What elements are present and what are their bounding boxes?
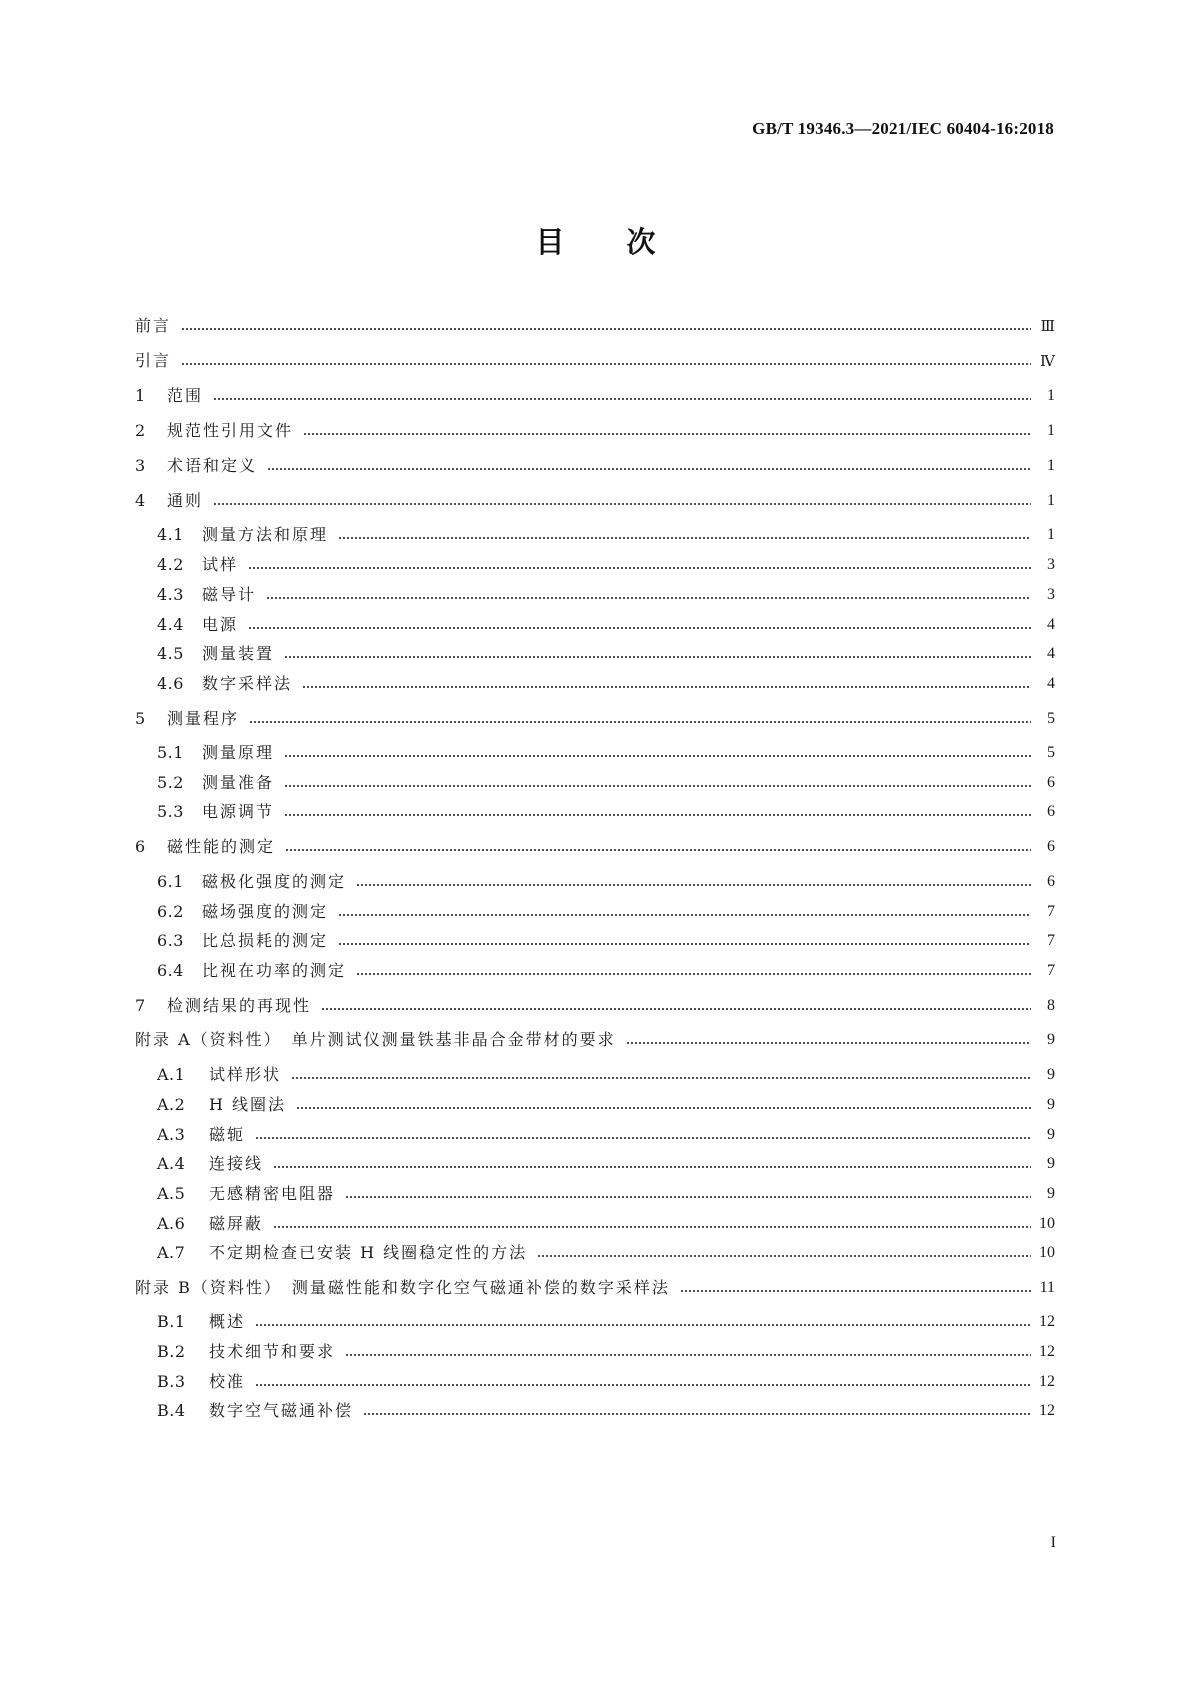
toc-entry[interactable] xyxy=(157,1179,1055,1205)
toc-entry[interactable] xyxy=(157,1090,1055,1116)
toc-entry-number: A.2 xyxy=(157,1095,186,1114)
toc-entry-page: 6 xyxy=(1047,873,1055,890)
dot-leader xyxy=(291,1075,1031,1081)
toc-entry[interactable] xyxy=(157,520,1055,546)
dot-leader xyxy=(321,1006,1031,1012)
toc-entry-page: 5 xyxy=(1047,744,1055,761)
toc-entry-label: 电源 xyxy=(202,615,239,634)
toc-entry-number: 6.2 xyxy=(157,902,184,921)
toc-entry-number: 4.2 xyxy=(157,555,184,574)
toc-entry[interactable] xyxy=(157,768,1055,794)
toc-entry[interactable] xyxy=(157,897,1055,923)
toc-entry-label: 测量程序 xyxy=(167,709,240,728)
toc-entry-number: 5 xyxy=(135,709,146,728)
toc-entry[interactable] xyxy=(157,926,1055,952)
toc-entry-number: 7 xyxy=(135,996,146,1015)
toc-entry-label: 附录 B（资料性） 测量磁性能和数字化空气磁通补偿的数字采样法 xyxy=(135,1278,670,1297)
dot-leader xyxy=(248,625,1031,631)
dot-leader xyxy=(267,466,1031,472)
toc-entry[interactable] xyxy=(157,669,1055,695)
toc-entry-page: 9 xyxy=(1047,1096,1055,1113)
dot-leader xyxy=(255,1322,1031,1328)
dot-leader xyxy=(302,684,1031,690)
toc-entry[interactable] xyxy=(135,1025,1055,1051)
toc-entry[interactable] xyxy=(135,451,1055,477)
toc-entry-label: 测量准备 xyxy=(202,773,275,792)
dot-leader xyxy=(181,326,1031,332)
toc-entry-number: 4.5 xyxy=(157,644,184,663)
toc-entry[interactable] xyxy=(135,704,1055,730)
toc-entry-label: 附录 A（资料性） 单片测试仪测量铁基非晶合金带材的要求 xyxy=(135,1030,616,1049)
toc-entry-page: 12 xyxy=(1039,1343,1055,1360)
toc-entry[interactable] xyxy=(157,1238,1055,1264)
toc-entry-page: 6 xyxy=(1047,774,1055,791)
dot-leader xyxy=(680,1288,1031,1294)
toc-entry-label: 比总损耗的测定 xyxy=(202,931,329,950)
dot-leader xyxy=(296,1105,1031,1111)
dot-leader xyxy=(356,971,1031,977)
toc-entry-page: 1 xyxy=(1047,422,1055,439)
toc-entry-page: 1 xyxy=(1047,526,1055,543)
toc-entry-page: 9 xyxy=(1047,1066,1055,1083)
toc-entry-number: 6.1 xyxy=(157,872,184,891)
toc-entry-label: 引言 xyxy=(135,351,172,370)
toc-entry[interactable] xyxy=(157,610,1055,636)
toc-entry-page: 4 xyxy=(1047,675,1055,692)
toc-entry[interactable] xyxy=(157,580,1055,606)
toc-entry-number: 2 xyxy=(135,421,146,440)
toc-entry-page: 6 xyxy=(1047,838,1055,855)
toc-entry-label: 比视在功率的测定 xyxy=(202,961,347,980)
toc-entry-page: 4 xyxy=(1047,645,1055,662)
toc-entry-page: 10 xyxy=(1039,1215,1055,1232)
toc-entry-page: 3 xyxy=(1047,586,1055,603)
toc-entry[interactable] xyxy=(157,1060,1055,1086)
dot-leader xyxy=(284,812,1031,818)
toc-entry[interactable] xyxy=(157,550,1055,576)
toc-entry-number: A.4 xyxy=(157,1154,186,1173)
toc-entry-label: 测量装置 xyxy=(202,644,275,663)
toc-entry-page: 1 xyxy=(1047,387,1055,404)
toc-entry-page: 5 xyxy=(1047,710,1055,727)
toc-entry-number: B.4 xyxy=(157,1401,186,1420)
toc-entry-number: A.5 xyxy=(157,1184,186,1203)
dot-leader xyxy=(249,719,1031,725)
toc-entry-page: 4 xyxy=(1047,616,1055,633)
toc-entry-page: 12 xyxy=(1039,1373,1055,1390)
toc-entry-page: 9 xyxy=(1047,1031,1055,1048)
toc-entry-page: 9 xyxy=(1047,1185,1055,1202)
toc-entry-number: B.3 xyxy=(157,1372,186,1391)
dot-leader xyxy=(213,501,1031,507)
dot-leader xyxy=(345,1194,1031,1200)
toc-entry-label: 不定期检查已安装 H 线圈稳定性的方法 xyxy=(209,1243,528,1262)
toc-entry-label: 通则 xyxy=(167,491,204,510)
toc-entry[interactable] xyxy=(157,867,1055,893)
toc-entry-number: 4.4 xyxy=(157,615,184,634)
dot-leader xyxy=(266,595,1031,601)
dot-leader xyxy=(255,1135,1031,1141)
dot-leader xyxy=(248,565,1031,571)
toc-entry-page: 12 xyxy=(1039,1402,1055,1419)
toc-entry-label: 磁导计 xyxy=(202,585,257,604)
toc-entry-page: 3 xyxy=(1047,556,1055,573)
toc-entry-label: 测量方法和原理 xyxy=(202,525,329,544)
toc-entry-number: A.1 xyxy=(157,1065,186,1084)
toc-entry-number: 6 xyxy=(135,837,146,856)
toc-entry[interactable] xyxy=(135,381,1055,407)
toc-entry-number: 6.4 xyxy=(157,961,184,980)
dot-leader xyxy=(213,396,1031,402)
toc-entry-number: 5.1 xyxy=(157,743,184,762)
dot-leader xyxy=(338,535,1031,541)
toc-entry-label: 无感精密电阻器 xyxy=(209,1184,336,1203)
toc-entry-number: 4 xyxy=(135,491,146,510)
dot-leader xyxy=(303,431,1031,437)
toc-entry[interactable] xyxy=(157,1396,1055,1422)
toc-entry-page: 11 xyxy=(1039,1279,1055,1296)
toc-entry[interactable] xyxy=(157,738,1055,764)
toc-entry-label: 数字采样法 xyxy=(202,674,293,693)
toc-entry-label: 范围 xyxy=(167,386,204,405)
toc-entry-page: 9 xyxy=(1047,1126,1055,1143)
toc-entry-label: 磁极化强度的测定 xyxy=(202,872,347,891)
toc-entry-page: 1 xyxy=(1047,457,1055,474)
toc-entry[interactable] xyxy=(135,346,1055,372)
dot-leader xyxy=(626,1040,1031,1046)
toc-entry-label: 磁场强度的测定 xyxy=(202,902,329,921)
toc-title-char2: 次 xyxy=(626,225,656,259)
toc-entry[interactable] xyxy=(157,1209,1055,1235)
toc-entry-label: 连接线 xyxy=(209,1154,264,1173)
toc-entry[interactable] xyxy=(157,1337,1055,1363)
dot-leader xyxy=(273,1224,1031,1230)
toc-entry-page: 7 xyxy=(1047,962,1055,979)
toc-entry-label: 磁轭 xyxy=(209,1125,246,1144)
dot-leader xyxy=(338,912,1031,918)
dot-leader xyxy=(363,1411,1031,1417)
toc-entry[interactable] xyxy=(157,1149,1055,1175)
toc-entry-number: 6.3 xyxy=(157,931,184,950)
toc-entry-number: 5.2 xyxy=(157,773,184,792)
toc-title-char1: 目 xyxy=(535,225,565,259)
dot-leader xyxy=(338,941,1031,947)
dot-leader xyxy=(181,361,1031,367)
toc-entry-page: 8 xyxy=(1047,997,1055,1014)
toc-entry-page: 9 xyxy=(1047,1155,1055,1172)
toc-entry-number: 5.3 xyxy=(157,802,184,821)
toc-entry-page: 10 xyxy=(1039,1244,1055,1261)
toc-entry-number: 4.6 xyxy=(157,674,184,693)
dot-leader xyxy=(537,1253,1031,1259)
toc-entry-page: 1 xyxy=(1047,492,1055,509)
toc-entry[interactable] xyxy=(157,1120,1055,1146)
toc-entry-label: 校准 xyxy=(209,1372,246,1391)
dot-leader xyxy=(284,753,1031,759)
toc-entry-number: 1 xyxy=(135,386,146,405)
toc-entry[interactable] xyxy=(157,1307,1055,1333)
toc-entry[interactable] xyxy=(135,991,1055,1017)
toc-entry-page: Ⅳ xyxy=(1040,352,1055,370)
page-number: I xyxy=(1050,1534,1056,1551)
toc-entry-number: A.7 xyxy=(157,1243,186,1262)
toc-entry-number: 4.3 xyxy=(157,585,184,604)
toc-entry-number: A.3 xyxy=(157,1125,186,1144)
toc-entry-page: Ⅲ xyxy=(1040,317,1055,335)
toc-entry-label: 电源调节 xyxy=(202,802,275,821)
toc-entry-label: 测量原理 xyxy=(202,743,275,762)
toc-entry-page: 7 xyxy=(1047,932,1055,949)
toc-entry-label: 前言 xyxy=(135,316,172,335)
toc-entry-label: 检测结果的再现性 xyxy=(167,996,312,1015)
dot-leader xyxy=(255,1382,1031,1388)
toc-entry[interactable] xyxy=(157,956,1055,982)
toc-entry-label: 术语和定义 xyxy=(167,456,258,475)
toc-entry-label: H 线圈法 xyxy=(209,1095,287,1114)
toc-entry-number: A.6 xyxy=(157,1214,186,1233)
toc-entry-page: 7 xyxy=(1047,903,1055,920)
toc-entry[interactable] xyxy=(135,1273,1055,1299)
toc-entry-label: 规范性引用文件 xyxy=(167,421,294,440)
dot-leader xyxy=(273,1164,1031,1170)
toc-entry-label: 磁屏蔽 xyxy=(209,1214,264,1233)
toc-entry-page: 6 xyxy=(1047,803,1055,820)
dot-leader xyxy=(285,847,1031,853)
toc-entry-number: B.2 xyxy=(157,1342,186,1361)
toc-entry-label: 技术细节和要求 xyxy=(209,1342,336,1361)
dot-leader xyxy=(345,1352,1031,1358)
toc-entry-number: 4.1 xyxy=(157,525,184,544)
toc-entry-page: 12 xyxy=(1039,1313,1055,1330)
dot-leader xyxy=(284,783,1031,789)
toc-entry[interactable] xyxy=(157,639,1055,665)
dot-leader xyxy=(284,654,1031,660)
dot-leader xyxy=(356,882,1031,888)
toc-entry[interactable] xyxy=(135,486,1055,512)
toc-entry-number: B.1 xyxy=(157,1312,186,1331)
toc-entry[interactable] xyxy=(157,797,1055,823)
toc-entry-number: 3 xyxy=(135,456,146,475)
toc-entry-label: 磁性能的测定 xyxy=(167,837,276,856)
toc-entry[interactable] xyxy=(157,1367,1055,1393)
toc-entry[interactable] xyxy=(135,416,1055,442)
toc-entry-label: 试样形状 xyxy=(209,1065,282,1084)
standard-code-header: GB/T 19346.3—2021/IEC 60404-16:2018 xyxy=(752,119,1054,138)
toc-entry-label: 数字空气磁通补偿 xyxy=(209,1401,354,1420)
toc-entry[interactable] xyxy=(135,832,1055,858)
toc-entry[interactable] xyxy=(135,311,1055,337)
toc-entry-label: 试样 xyxy=(202,555,239,574)
toc-entry-label: 概述 xyxy=(209,1312,246,1331)
